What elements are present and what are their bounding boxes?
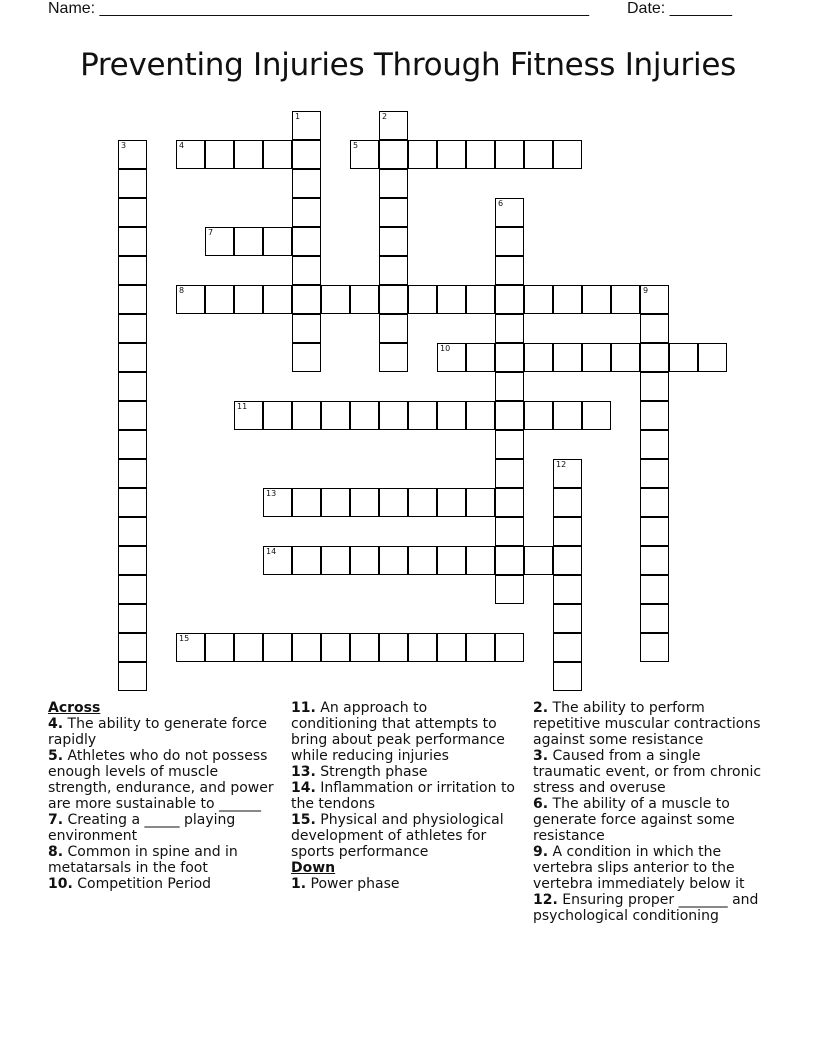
crossword-cell[interactable] bbox=[263, 633, 292, 662]
crossword-cell[interactable] bbox=[466, 488, 495, 517]
crossword-cell[interactable] bbox=[437, 488, 466, 517]
crossword-cell[interactable] bbox=[379, 401, 408, 430]
crossword-cell[interactable] bbox=[321, 546, 350, 575]
crossword-cell[interactable] bbox=[495, 227, 524, 256]
crossword-cell[interactable] bbox=[350, 546, 379, 575]
crossword-cell[interactable] bbox=[321, 285, 350, 314]
crossword-cell[interactable] bbox=[379, 198, 408, 227]
crossword-cell[interactable] bbox=[176, 140, 205, 169]
page-title: Preventing Injuries Through Fitness Injuries bbox=[80, 47, 736, 83]
crossword-cell[interactable] bbox=[408, 401, 437, 430]
crossword-cell[interactable] bbox=[640, 517, 669, 546]
crossword-cell[interactable] bbox=[524, 401, 553, 430]
crossword-cell[interactable] bbox=[553, 285, 582, 314]
crossword-cell[interactable] bbox=[379, 285, 408, 314]
crossword-cell[interactable] bbox=[640, 488, 669, 517]
crossword-cell[interactable] bbox=[408, 546, 437, 575]
crossword-cell[interactable] bbox=[582, 343, 611, 372]
crossword-cell[interactable] bbox=[553, 488, 582, 517]
crossword-cell[interactable] bbox=[466, 546, 495, 575]
crossword-cell[interactable] bbox=[640, 575, 669, 604]
crossword-cell[interactable] bbox=[379, 169, 408, 198]
crossword-cell[interactable] bbox=[437, 140, 466, 169]
crossword-cell[interactable] bbox=[263, 401, 292, 430]
crossword-cell[interactable] bbox=[524, 140, 553, 169]
crossword-cell[interactable] bbox=[408, 285, 437, 314]
clue-column-3 bbox=[533, 700, 763, 924]
clue-number: 8 bbox=[179, 286, 185, 295]
crossword-cell[interactable] bbox=[524, 285, 553, 314]
crossword-cell[interactable] bbox=[495, 198, 524, 227]
crossword-cell[interactable] bbox=[292, 140, 321, 169]
crossword-cell[interactable] bbox=[205, 285, 234, 314]
crossword-cell[interactable] bbox=[553, 459, 582, 488]
crossword-cell[interactable] bbox=[466, 633, 495, 662]
clue-across-13: 13. Strength phase bbox=[291, 764, 428, 780]
crossword-cell[interactable] bbox=[118, 227, 147, 256]
crossword-cell[interactable] bbox=[292, 169, 321, 198]
crossword-cell[interactable] bbox=[495, 285, 524, 314]
crossword-cell[interactable] bbox=[292, 488, 321, 517]
crossword-cell[interactable] bbox=[205, 140, 234, 169]
crossword-cell[interactable] bbox=[234, 633, 263, 662]
crossword-cell[interactable] bbox=[553, 604, 582, 633]
crossword-cell[interactable] bbox=[611, 343, 640, 372]
crossword-cell[interactable] bbox=[495, 256, 524, 285]
crossword-cell[interactable] bbox=[379, 343, 408, 372]
crossword-cell[interactable] bbox=[263, 488, 292, 517]
crossword-cell[interactable] bbox=[292, 256, 321, 285]
crossword-cell[interactable] bbox=[263, 140, 292, 169]
crossword-cell[interactable] bbox=[205, 227, 234, 256]
crossword-cell[interactable] bbox=[466, 401, 495, 430]
crossword-cell[interactable] bbox=[350, 140, 379, 169]
crossword-cell[interactable] bbox=[379, 111, 408, 140]
clue-number: 3 bbox=[121, 141, 127, 150]
crossword-cell[interactable] bbox=[437, 285, 466, 314]
crossword-cell[interactable] bbox=[495, 372, 524, 401]
crossword-cell[interactable] bbox=[118, 604, 147, 633]
crossword-cell[interactable] bbox=[292, 285, 321, 314]
clue-across-7: 7. Creating a _____ playing environment bbox=[48, 812, 236, 844]
crossword-cell[interactable] bbox=[669, 343, 698, 372]
crossword-cell[interactable] bbox=[640, 372, 669, 401]
crossword-cell[interactable] bbox=[292, 227, 321, 256]
crossword-cell[interactable] bbox=[118, 517, 147, 546]
crossword-cell[interactable] bbox=[495, 517, 524, 546]
crossword-cell[interactable] bbox=[437, 343, 466, 372]
clue-number: 4 bbox=[179, 141, 185, 150]
crossword-cell[interactable] bbox=[553, 140, 582, 169]
crossword-cell[interactable] bbox=[350, 285, 379, 314]
clue-number: 9 bbox=[643, 286, 649, 295]
clue-number: 15 bbox=[179, 634, 190, 643]
crossword-cell[interactable] bbox=[263, 546, 292, 575]
crossword-cell[interactable] bbox=[553, 546, 582, 575]
crossword-cell[interactable] bbox=[234, 227, 263, 256]
crossword-cell[interactable] bbox=[118, 372, 147, 401]
crossword-cell[interactable] bbox=[466, 343, 495, 372]
crossword-cell[interactable] bbox=[292, 111, 321, 140]
crossword-cell[interactable] bbox=[379, 488, 408, 517]
crossword-cell[interactable] bbox=[640, 285, 669, 314]
crossword-cell[interactable] bbox=[118, 169, 147, 198]
crossword-cell[interactable] bbox=[292, 401, 321, 430]
crossword-cell[interactable] bbox=[234, 401, 263, 430]
crossword-cell[interactable] bbox=[553, 662, 582, 691]
crossword-cell[interactable] bbox=[495, 459, 524, 488]
crossword-cell[interactable] bbox=[350, 401, 379, 430]
crossword-cell[interactable] bbox=[611, 285, 640, 314]
name-label: Name: _______________________________________________________ bbox=[48, 0, 589, 17]
down-heading: Down bbox=[291, 860, 336, 876]
clue-down-3: 3. Caused from a single traumatic event, or from chronic stress and overuse bbox=[533, 748, 762, 796]
crossword-cell[interactable] bbox=[495, 343, 524, 372]
crossword-cell[interactable] bbox=[495, 633, 524, 662]
crossword-cell[interactable] bbox=[379, 633, 408, 662]
crossword-cell[interactable] bbox=[379, 314, 408, 343]
crossword-cell[interactable] bbox=[466, 140, 495, 169]
crossword-cell[interactable] bbox=[379, 227, 408, 256]
clue-across-10: 10. Competition Period bbox=[48, 876, 212, 892]
crossword-cell[interactable] bbox=[118, 430, 147, 459]
crossword-cell[interactable] bbox=[118, 198, 147, 227]
crossword-cell[interactable] bbox=[640, 633, 669, 662]
crossword-cell[interactable] bbox=[408, 488, 437, 517]
crossword-cell[interactable] bbox=[437, 546, 466, 575]
crossword-cell[interactable] bbox=[350, 633, 379, 662]
crossword-cell[interactable] bbox=[263, 285, 292, 314]
clue-down-12: 12. Ensuring proper _______ and psychological conditioning bbox=[533, 892, 759, 924]
crossword-cell[interactable] bbox=[118, 314, 147, 343]
crossword-cell[interactable] bbox=[379, 140, 408, 169]
crossword-cell[interactable] bbox=[234, 285, 263, 314]
clue-down-2: 2. The ability to perform repetitive muscular contractions against some resistance bbox=[533, 700, 761, 748]
crossword-cell[interactable] bbox=[379, 256, 408, 285]
clue-down-9: 9. A condition in which the vertebra slips anterior to the vertebra immediately below it bbox=[533, 844, 745, 892]
crossword-cell[interactable] bbox=[553, 401, 582, 430]
crossword-cell[interactable] bbox=[234, 140, 263, 169]
clue-across-11: 11. An approach to conditioning that attempts to bring about peak performance while reducing injuries bbox=[291, 700, 505, 764]
date-label: Date: _______ bbox=[627, 0, 732, 17]
crossword-cell[interactable] bbox=[408, 633, 437, 662]
crossword-cell[interactable] bbox=[640, 430, 669, 459]
crossword-cell[interactable] bbox=[118, 662, 147, 691]
clue-down-1: 1. Power phase bbox=[291, 876, 400, 892]
crossword-cell[interactable] bbox=[437, 633, 466, 662]
crossword-cell[interactable] bbox=[118, 140, 147, 169]
crossword-cell[interactable] bbox=[466, 285, 495, 314]
crossword-cell[interactable] bbox=[640, 459, 669, 488]
clue-down-6: 6. The ability of a muscle to generate force against some resistance bbox=[533, 796, 735, 844]
clue-number: 5 bbox=[353, 141, 359, 150]
crossword-cell[interactable] bbox=[524, 343, 553, 372]
clue-number: 1 bbox=[295, 112, 301, 121]
clue-across-14: 14. Inflammation or irritation to the tendons bbox=[291, 780, 515, 812]
crossword-cell[interactable] bbox=[495, 430, 524, 459]
crossword-cell[interactable] bbox=[640, 343, 669, 372]
clue-number: 11 bbox=[237, 402, 248, 411]
crossword-cell[interactable] bbox=[524, 546, 553, 575]
clue-column-2 bbox=[291, 700, 517, 892]
crossword-cell[interactable] bbox=[408, 140, 437, 169]
crossword-cell[interactable] bbox=[176, 285, 205, 314]
clue-number: 10 bbox=[440, 344, 451, 353]
clue-across-5: 5. Athletes who do not possess enough levels of muscle strength, endurance, and power are more sustainable to ______ bbox=[48, 748, 274, 812]
crossword-cell[interactable] bbox=[321, 633, 350, 662]
crossword-cell[interactable] bbox=[263, 227, 292, 256]
crossword-cell[interactable] bbox=[640, 546, 669, 575]
crossword-cell[interactable] bbox=[640, 401, 669, 430]
crossword-cell[interactable] bbox=[118, 343, 147, 372]
clue-number: 12 bbox=[556, 460, 567, 469]
clue-number: 7 bbox=[208, 228, 214, 237]
across-heading: Across bbox=[48, 700, 101, 716]
crossword-cell[interactable] bbox=[437, 401, 466, 430]
crossword-cell[interactable] bbox=[582, 401, 611, 430]
crossword-cell[interactable] bbox=[118, 285, 147, 314]
crossword-cell[interactable] bbox=[495, 140, 524, 169]
clue-number: 6 bbox=[498, 199, 504, 208]
clue-number: 14 bbox=[266, 547, 277, 556]
crossword-cell[interactable] bbox=[118, 459, 147, 488]
clue-number: 13 bbox=[266, 489, 277, 498]
crossword-cell[interactable] bbox=[292, 633, 321, 662]
crossword-cell[interactable] bbox=[321, 488, 350, 517]
clue-across-4: 4. The ability to generate force rapidly bbox=[48, 716, 267, 748]
crossword-cell[interactable] bbox=[205, 633, 234, 662]
crossword-cell[interactable] bbox=[495, 575, 524, 604]
clue-across-15: 15. Physical and physiological development of athletes for sports performance bbox=[291, 812, 504, 860]
crossword-cell[interactable] bbox=[321, 401, 350, 430]
crossword-cell[interactable] bbox=[495, 314, 524, 343]
crossword-cell[interactable] bbox=[118, 256, 147, 285]
crossword-cell[interactable] bbox=[582, 285, 611, 314]
crossword-cell[interactable] bbox=[350, 488, 379, 517]
crossword-cell[interactable] bbox=[118, 488, 147, 517]
crossword-cell[interactable] bbox=[553, 575, 582, 604]
crossword-cell[interactable] bbox=[495, 401, 524, 430]
crossword-cell[interactable] bbox=[640, 604, 669, 633]
crossword-cell[interactable] bbox=[495, 546, 524, 575]
crossword-cell[interactable] bbox=[640, 314, 669, 343]
crossword-cell[interactable] bbox=[118, 633, 147, 662]
crossword-cell[interactable] bbox=[495, 488, 524, 517]
crossword-cell[interactable] bbox=[292, 343, 321, 372]
clue-column-1 bbox=[48, 700, 284, 892]
crossword-cell[interactable] bbox=[292, 198, 321, 227]
crossword-cell[interactable] bbox=[118, 546, 147, 575]
crossword-cell[interactable] bbox=[553, 633, 582, 662]
crossword-cell[interactable] bbox=[553, 343, 582, 372]
crossword-cell[interactable] bbox=[553, 517, 582, 546]
crossword-cell[interactable] bbox=[118, 575, 147, 604]
crossword-cell[interactable] bbox=[118, 401, 147, 430]
clue-across-8: 8. Common in spine and in metatarsals in the foot bbox=[48, 844, 238, 876]
clue-number: 2 bbox=[382, 112, 388, 121]
crossword-cell[interactable] bbox=[292, 314, 321, 343]
crossword-cell[interactable] bbox=[292, 546, 321, 575]
crossword-cell[interactable] bbox=[379, 546, 408, 575]
crossword-cell[interactable] bbox=[698, 343, 727, 372]
crossword-cell[interactable] bbox=[176, 633, 205, 662]
